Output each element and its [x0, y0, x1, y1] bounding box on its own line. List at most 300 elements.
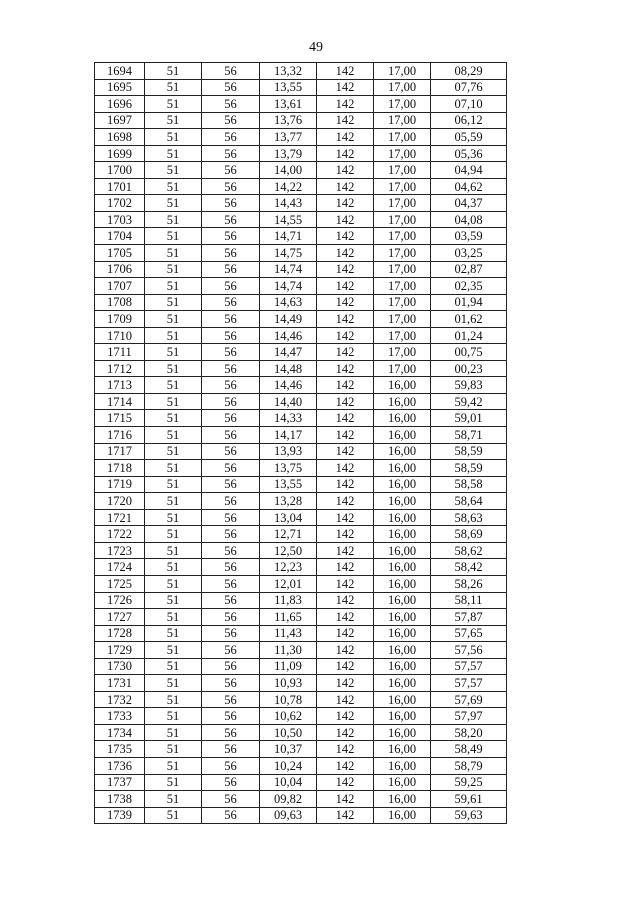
table-row [95, 807, 507, 824]
table-cell: 51 [145, 691, 202, 708]
table-cell: 56 [202, 625, 260, 642]
table-cell: 56 [202, 509, 260, 526]
table-cell: 57,57 [431, 675, 507, 692]
table-cell: 14,47 [260, 344, 317, 361]
table-cell: 58,59 [431, 443, 507, 460]
table-cell: 51 [145, 443, 202, 460]
table-cell: 57,97 [431, 708, 507, 725]
table-cell: 58,69 [431, 526, 507, 543]
table-cell: 14,74 [260, 261, 317, 278]
table-cell: 02,35 [431, 278, 507, 295]
table-row [95, 542, 507, 559]
table-cell: 56 [202, 791, 260, 808]
table-cell: 56 [202, 145, 260, 162]
table-cell: 142 [317, 559, 374, 576]
table-cell: 1724 [95, 559, 145, 576]
table-cell: 56 [202, 493, 260, 510]
table-row [95, 774, 507, 791]
table-cell: 10,37 [260, 741, 317, 758]
table-cell: 1718 [95, 460, 145, 477]
table-cell: 56 [202, 691, 260, 708]
table-cell: 59,42 [431, 393, 507, 410]
table-cell: 51 [145, 559, 202, 576]
table-row [95, 559, 507, 576]
table-cell: 142 [317, 443, 374, 460]
table-cell: 51 [145, 393, 202, 410]
table-cell: 56 [202, 162, 260, 179]
table-cell: 14,33 [260, 410, 317, 427]
table-cell: 142 [317, 476, 374, 493]
table-cell: 16,00 [374, 741, 431, 758]
table-cell: 51 [145, 261, 202, 278]
table-cell: 17,00 [374, 129, 431, 146]
table-cell: 1695 [95, 79, 145, 96]
table-row [95, 96, 507, 113]
table-cell: 51 [145, 724, 202, 741]
table-cell: 51 [145, 63, 202, 80]
table-cell: 14,46 [260, 327, 317, 344]
table-row [95, 609, 507, 626]
table-cell: 56 [202, 112, 260, 129]
table-cell: 10,78 [260, 691, 317, 708]
table-cell: 09,63 [260, 807, 317, 824]
table-cell: 142 [317, 195, 374, 212]
table-cell: 56 [202, 757, 260, 774]
table-cell: 51 [145, 708, 202, 725]
table-cell: 142 [317, 311, 374, 328]
table-cell: 13,77 [260, 129, 317, 146]
table-cell: 59,25 [431, 774, 507, 791]
table-cell: 142 [317, 261, 374, 278]
table-cell: 1698 [95, 129, 145, 146]
table-cell: 16,00 [374, 410, 431, 427]
table-cell: 17,00 [374, 178, 431, 195]
table-cell: 14,22 [260, 178, 317, 195]
table-cell: 14,17 [260, 427, 317, 444]
table-cell: 16,00 [374, 427, 431, 444]
table-cell: 51 [145, 278, 202, 295]
table-cell: 1720 [95, 493, 145, 510]
table-cell: 56 [202, 344, 260, 361]
table-cell: 1713 [95, 377, 145, 394]
table-row [95, 344, 507, 361]
table-cell: 00,23 [431, 360, 507, 377]
table-cell: 51 [145, 807, 202, 824]
table-cell: 17,00 [374, 294, 431, 311]
table-cell: 17,00 [374, 145, 431, 162]
table-cell: 16,00 [374, 708, 431, 725]
table-cell: 142 [317, 63, 374, 80]
table-cell: 12,23 [260, 559, 317, 576]
table-cell: 13,32 [260, 63, 317, 80]
table-cell: 1729 [95, 642, 145, 659]
table-cell: 03,59 [431, 228, 507, 245]
table-cell: 17,00 [374, 79, 431, 96]
table-cell: 56 [202, 526, 260, 543]
table-cell: 56 [202, 228, 260, 245]
table-cell: 58,62 [431, 542, 507, 559]
table-row [95, 791, 507, 808]
table-cell: 1731 [95, 675, 145, 692]
table-cell: 56 [202, 195, 260, 212]
table-cell: 142 [317, 526, 374, 543]
table-cell: 11,30 [260, 642, 317, 659]
table-cell: 142 [317, 642, 374, 659]
table-cell: 51 [145, 327, 202, 344]
table-cell: 1699 [95, 145, 145, 162]
table-row [95, 724, 507, 741]
table-cell: 03,25 [431, 245, 507, 262]
table-cell: 14,43 [260, 195, 317, 212]
table-row [95, 526, 507, 543]
table-cell: 142 [317, 807, 374, 824]
table-cell: 142 [317, 757, 374, 774]
table-cell: 51 [145, 592, 202, 609]
table-cell: 56 [202, 575, 260, 592]
table-cell: 51 [145, 460, 202, 477]
table-cell: 51 [145, 294, 202, 311]
table-cell: 11,09 [260, 658, 317, 675]
table-cell: 56 [202, 245, 260, 262]
table-row [95, 393, 507, 410]
table-cell: 51 [145, 195, 202, 212]
table-cell: 17,00 [374, 195, 431, 212]
table-cell: 142 [317, 493, 374, 510]
table-cell: 11,65 [260, 609, 317, 626]
table-cell: 16,00 [374, 575, 431, 592]
table-cell: 16,00 [374, 393, 431, 410]
table-cell: 16,00 [374, 757, 431, 774]
table-cell: 14,40 [260, 393, 317, 410]
table-cell: 10,24 [260, 757, 317, 774]
table-cell: 142 [317, 791, 374, 808]
table-cell: 16,00 [374, 542, 431, 559]
table-cell: 10,04 [260, 774, 317, 791]
table-cell: 51 [145, 642, 202, 659]
table-cell: 51 [145, 410, 202, 427]
table-cell: 51 [145, 79, 202, 96]
table-cell: 51 [145, 360, 202, 377]
table-cell: 51 [145, 245, 202, 262]
table-cell: 51 [145, 774, 202, 791]
table-cell: 01,94 [431, 294, 507, 311]
table-cell: 14,71 [260, 228, 317, 245]
table-cell: 56 [202, 294, 260, 311]
table-cell: 1700 [95, 162, 145, 179]
table-cell: 16,00 [374, 493, 431, 510]
table-cell: 51 [145, 427, 202, 444]
table-cell: 14,74 [260, 278, 317, 295]
table-cell: 142 [317, 294, 374, 311]
table-cell: 56 [202, 377, 260, 394]
table-row [95, 476, 507, 493]
table-cell: 51 [145, 211, 202, 228]
table-cell: 59,63 [431, 807, 507, 824]
table-cell: 1702 [95, 195, 145, 212]
table-cell: 142 [317, 278, 374, 295]
table-cell: 1696 [95, 96, 145, 113]
table-cell: 1738 [95, 791, 145, 808]
table-cell: 51 [145, 609, 202, 626]
table-cell: 142 [317, 427, 374, 444]
table-body [95, 63, 507, 824]
table-cell: 56 [202, 178, 260, 195]
table-cell: 05,59 [431, 129, 507, 146]
page-number: 49 [309, 40, 323, 55]
table-cell: 13,75 [260, 460, 317, 477]
table-row [95, 112, 507, 129]
table-cell: 51 [145, 476, 202, 493]
table-cell: 04,94 [431, 162, 507, 179]
table-cell: 51 [145, 791, 202, 808]
table-cell: 01,62 [431, 311, 507, 328]
table-cell: 17,00 [374, 112, 431, 129]
table-cell: 51 [145, 675, 202, 692]
table-cell: 16,00 [374, 791, 431, 808]
table-cell: 51 [145, 509, 202, 526]
table-cell: 142 [317, 360, 374, 377]
table-cell: 58,49 [431, 741, 507, 758]
table-cell: 1704 [95, 228, 145, 245]
table-cell: 51 [145, 658, 202, 675]
table-cell: 59,83 [431, 377, 507, 394]
table-cell: 56 [202, 278, 260, 295]
table-cell: 1722 [95, 526, 145, 543]
table-cell: 01,24 [431, 327, 507, 344]
table-row [95, 278, 507, 295]
table-cell: 51 [145, 741, 202, 758]
table-cell: 56 [202, 542, 260, 559]
table-cell: 17,00 [374, 63, 431, 80]
table-cell: 56 [202, 427, 260, 444]
table-cell: 16,00 [374, 592, 431, 609]
table-cell: 1734 [95, 724, 145, 741]
table-row [95, 460, 507, 477]
table-cell: 1723 [95, 542, 145, 559]
table-cell: 59,01 [431, 410, 507, 427]
table-cell: 1739 [95, 807, 145, 824]
coordinates-table [94, 62, 507, 824]
table-cell: 58,58 [431, 476, 507, 493]
table-cell: 57,56 [431, 642, 507, 659]
table-row [95, 625, 507, 642]
table-cell: 13,28 [260, 493, 317, 510]
table-cell: 56 [202, 129, 260, 146]
table-cell: 1733 [95, 708, 145, 725]
table-cell: 10,62 [260, 708, 317, 725]
table-cell: 142 [317, 691, 374, 708]
table-cell: 16,00 [374, 675, 431, 692]
table-cell: 1716 [95, 427, 145, 444]
table-cell: 17,00 [374, 245, 431, 262]
table-row [95, 377, 507, 394]
table-cell: 09,82 [260, 791, 317, 808]
table-cell: 16,00 [374, 724, 431, 741]
table-cell: 14,46 [260, 377, 317, 394]
table-row [95, 642, 507, 659]
table-cell: 142 [317, 542, 374, 559]
table-cell: 07,10 [431, 96, 507, 113]
table-row [95, 410, 507, 427]
table-row [95, 741, 507, 758]
table-cell: 02,87 [431, 261, 507, 278]
table-row [95, 129, 507, 146]
table-cell: 51 [145, 96, 202, 113]
table-cell: 58,42 [431, 559, 507, 576]
table-row [95, 63, 507, 80]
table-cell: 56 [202, 741, 260, 758]
table-cell: 142 [317, 112, 374, 129]
table-cell: 1705 [95, 245, 145, 262]
table-cell: 1709 [95, 311, 145, 328]
table-cell: 58,64 [431, 493, 507, 510]
table-cell: 56 [202, 642, 260, 659]
table-cell: 56 [202, 360, 260, 377]
table-row [95, 327, 507, 344]
table-cell: 56 [202, 559, 260, 576]
table-cell: 142 [317, 393, 374, 410]
table-row [95, 245, 507, 262]
table-cell: 58,79 [431, 757, 507, 774]
table-cell: 14,55 [260, 211, 317, 228]
table-cell: 142 [317, 592, 374, 609]
table-cell: 142 [317, 774, 374, 791]
table-cell: 17,00 [374, 311, 431, 328]
table-cell: 51 [145, 575, 202, 592]
table-cell: 17,00 [374, 278, 431, 295]
table-cell: 05,36 [431, 145, 507, 162]
table-cell: 142 [317, 625, 374, 642]
table-cell: 07,76 [431, 79, 507, 96]
table-cell: 12,01 [260, 575, 317, 592]
table-cell: 142 [317, 658, 374, 675]
table-cell: 56 [202, 609, 260, 626]
table-cell: 142 [317, 708, 374, 725]
table-cell: 13,04 [260, 509, 317, 526]
table-cell: 142 [317, 741, 374, 758]
table-cell: 56 [202, 261, 260, 278]
table-cell: 1736 [95, 757, 145, 774]
table-row [95, 228, 507, 245]
table-cell: 1712 [95, 360, 145, 377]
table-cell: 58,11 [431, 592, 507, 609]
table-cell: 14,63 [260, 294, 317, 311]
table-row [95, 145, 507, 162]
table-cell: 16,00 [374, 658, 431, 675]
table-cell: 142 [317, 509, 374, 526]
table-cell: 16,00 [374, 609, 431, 626]
table-row [95, 294, 507, 311]
table-cell: 16,00 [374, 807, 431, 824]
table-cell: 142 [317, 79, 374, 96]
table-cell: 17,00 [374, 261, 431, 278]
table-cell: 1732 [95, 691, 145, 708]
table-cell: 17,00 [374, 228, 431, 245]
table-cell: 17,00 [374, 360, 431, 377]
table-row [95, 575, 507, 592]
table-row [95, 211, 507, 228]
table-cell: 56 [202, 592, 260, 609]
table-cell: 142 [317, 211, 374, 228]
table-cell: 12,71 [260, 526, 317, 543]
table-cell: 142 [317, 675, 374, 692]
table-row [95, 443, 507, 460]
table-row [95, 360, 507, 377]
table-cell: 142 [317, 245, 374, 262]
table-cell: 06,12 [431, 112, 507, 129]
table-cell: 16,00 [374, 774, 431, 791]
table-cell: 57,69 [431, 691, 507, 708]
table-cell: 13,79 [260, 145, 317, 162]
table-cell: 04,08 [431, 211, 507, 228]
table-cell: 56 [202, 443, 260, 460]
table-cell: 58,63 [431, 509, 507, 526]
table-cell: 14,49 [260, 311, 317, 328]
table-cell: 51 [145, 344, 202, 361]
table-row [95, 178, 507, 195]
table-cell: 14,75 [260, 245, 317, 262]
table-cell: 1717 [95, 443, 145, 460]
table-row [95, 195, 507, 212]
table-cell: 16,00 [374, 691, 431, 708]
table-cell: 1719 [95, 476, 145, 493]
table-cell: 1737 [95, 774, 145, 791]
table-cell: 1726 [95, 592, 145, 609]
table-row [95, 708, 507, 725]
table-cell: 1711 [95, 344, 145, 361]
table-cell: 1701 [95, 178, 145, 195]
table-cell: 56 [202, 807, 260, 824]
table-row [95, 757, 507, 774]
table-cell: 1706 [95, 261, 145, 278]
table-cell: 51 [145, 178, 202, 195]
table-cell: 51 [145, 311, 202, 328]
table-cell: 04,37 [431, 195, 507, 212]
table-cell: 1710 [95, 327, 145, 344]
table-cell: 12,50 [260, 542, 317, 559]
table-cell: 51 [145, 145, 202, 162]
table-cell: 142 [317, 344, 374, 361]
table-cell: 17,00 [374, 96, 431, 113]
table-cell: 142 [317, 609, 374, 626]
table-cell: 1707 [95, 278, 145, 295]
table-cell: 1697 [95, 112, 145, 129]
table-cell: 56 [202, 211, 260, 228]
table-cell: 04,62 [431, 178, 507, 195]
table-cell: 57,65 [431, 625, 507, 642]
table-cell: 1703 [95, 211, 145, 228]
table-row [95, 311, 507, 328]
table-cell: 142 [317, 162, 374, 179]
table-cell: 13,55 [260, 79, 317, 96]
table-cell: 58,59 [431, 460, 507, 477]
table-cell: 10,50 [260, 724, 317, 741]
table-cell: 16,00 [374, 642, 431, 659]
table-cell: 142 [317, 724, 374, 741]
table-cell: 14,48 [260, 360, 317, 377]
table-cell: 142 [317, 178, 374, 195]
table-cell: 51 [145, 162, 202, 179]
table-cell: 1715 [95, 410, 145, 427]
table-cell: 56 [202, 63, 260, 80]
table-cell: 56 [202, 724, 260, 741]
table-cell: 51 [145, 757, 202, 774]
table-cell: 56 [202, 79, 260, 96]
table-cell: 56 [202, 410, 260, 427]
table-cell: 13,61 [260, 96, 317, 113]
table-cell: 51 [145, 526, 202, 543]
table-cell: 142 [317, 410, 374, 427]
